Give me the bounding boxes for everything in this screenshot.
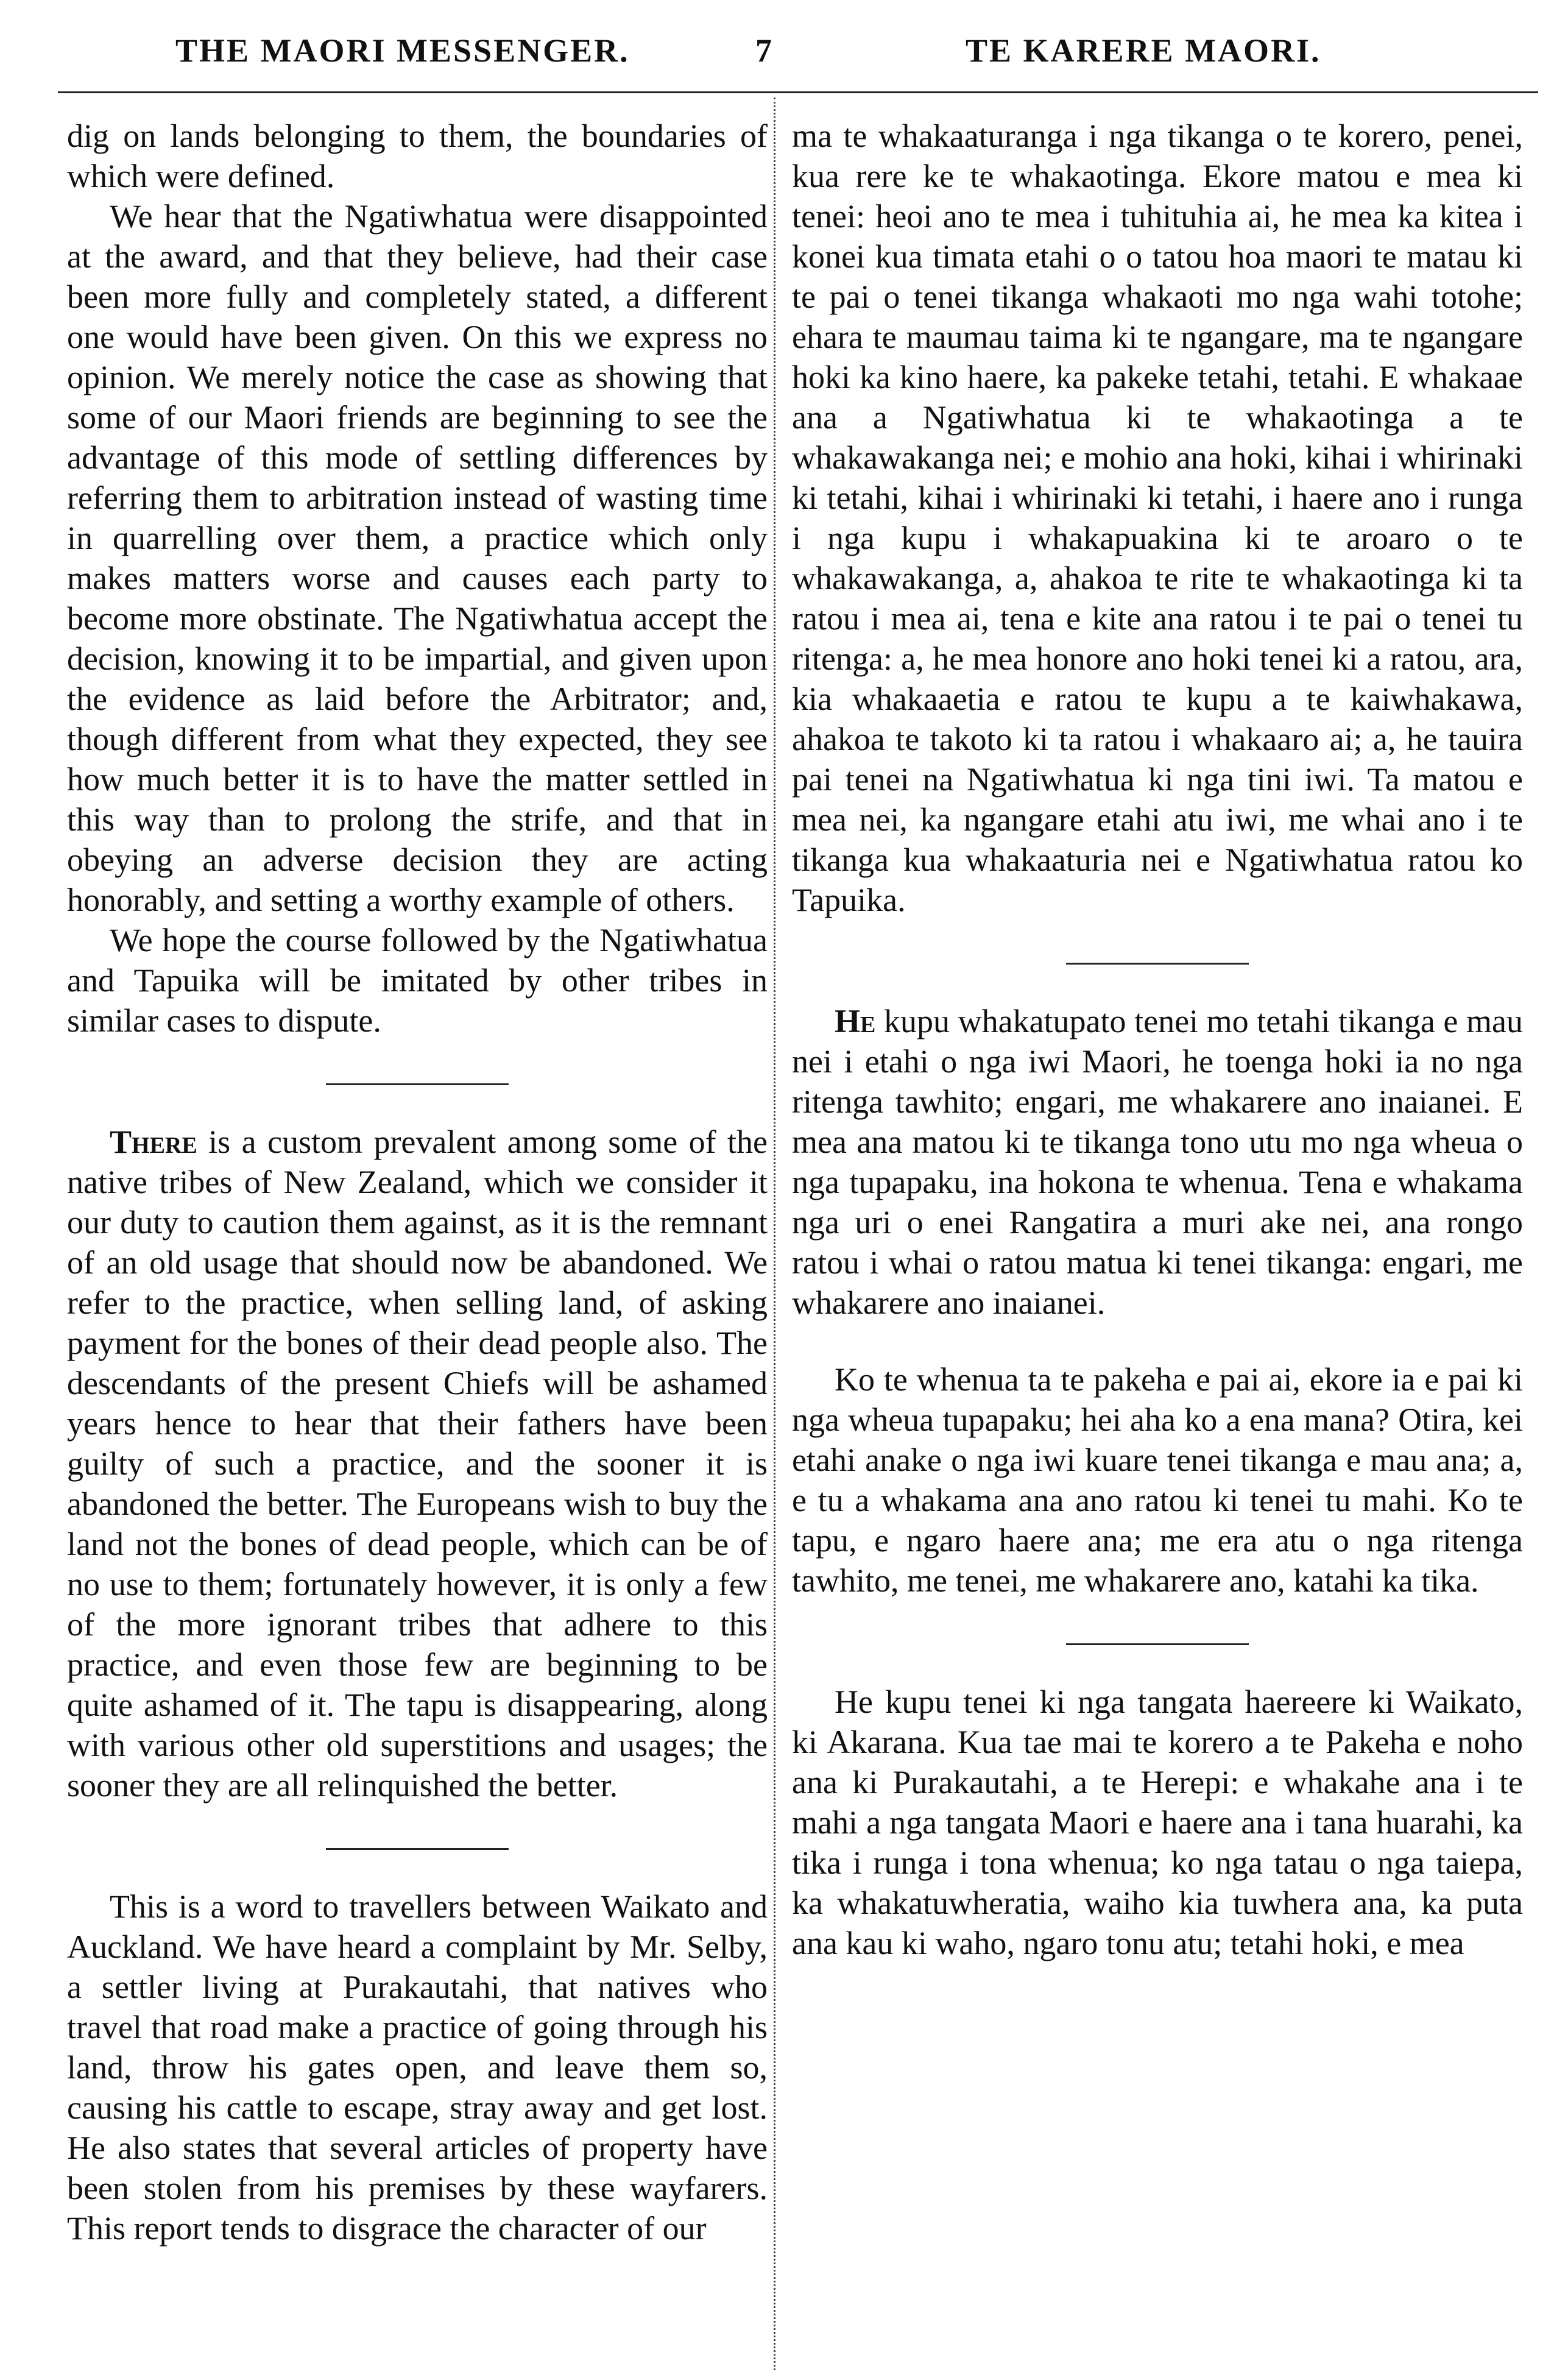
header-title-english: THE MAORI MESSENGER. bbox=[175, 32, 630, 69]
page-number: 7 bbox=[755, 32, 774, 69]
header-title-maori: TE KARERE MAORI. bbox=[966, 32, 1321, 69]
paragraph-maori-whenua: Ko te whenua ta te pakeha e pai ai, ekore ia e pai ki nga wheua tupapaku; hei aha ko a ena mana? Otira, kei etahi anake o nga iwi kuare tenei tikanga e mau ana; a, e tu a whakama ana ano ratou ki tenei tu mahi. Ko te tapu, e ngaro haere ana; me era atu o nga ritenga tawhito, me tenei, me whakarere ano, katahi ka tika. bbox=[792, 1361, 1523, 1599]
article-divider bbox=[326, 1848, 509, 1850]
article-divider bbox=[326, 1083, 509, 1085]
maori-column bbox=[792, 116, 1523, 1963]
page-header bbox=[0, 0, 1554, 91]
header-divider bbox=[58, 91, 1538, 93]
article-divider bbox=[1066, 1643, 1249, 1645]
paragraph-custom-bones bbox=[67, 1122, 768, 1805]
paragraph-maori-continued: ma te whakaaturanga i nga tikanga o te korero, penei, kua rere ke te whakaotinga. Ekore matou e mea ki tenei: heoi ano te mea i tuhituhia ai, he mea ka kitea i konei kua timata etahi o o tatou hoa maori te matau ki te pai o tenei tikanga whakaoti mo nga wahi totohe; ehara te maumau taima ki te ngangare, ma te ngangare hoki ka kino haere, ka pakeke tetahi, tetahi. E whakaae ana a Ngatiwhatua ki te whakaotinga a te whakawakanga nei; e mohio ana hoki, kihai i whirinaki ki tetahi, kihai i whirinaki ki tetahi, i haere ano i runga i nga kupu i whakapuakina ki te aroaro o te whakawakanga, a, ahakoa te rite te whakaotinga ki ta ratou i mea ai, tena e kite ana ratou i te pai o tenei tu ritenga: a, he mea honore ano hoki tenei ki a ratou, ara, kia whakaaetia e ratou te kupu a te kaiwhakawa, ahakoa te takoto ki ta ratou i whakaaro ai; a, he tauira pai tenei na Ngatiwhatua ki nga tini iwi. Ta matou e mea nei, ka ngangare etahi atu iwi, me whai ano i te tikanga kua whakaaturia nei e Ngatiwhatua ratou ko Tapuika. bbox=[792, 118, 1523, 918]
paragraph-maori-travellers: He kupu tenei ki nga tangata haereere ki Waikato, ki Akarana. Kua tae mai te korero a te Pakeha e noho ana ki Purakautahi, a te Herepi: e whakahe ana i te mahi a nga tangata Maori e haere ana i tana huarahi, ka tika i runga i tona whenua; ko nga tatau o nga taiepa, ka whakatuwheratia, waiho kia tuwhera ana, ka puta ana kau ki waho, ngaro tonu atu; tetahi hoki, e mea bbox=[792, 1684, 1523, 1961]
paragraph-hope-course: We hope the course followed by the Ngatiwhatua and Tapuika will be imitated by other tribes in similar cases to dispute. bbox=[67, 922, 768, 1039]
column-divider bbox=[774, 97, 775, 2370]
paragraph-ngatiwhatua-award: We hear that the Ngatiwhatua were disappointed at the award, and that they believe, had their case been more fully and completely stated, a different one would have been given. On this we express no opinion. We merely notice the case as showing that some of our Maori friends are beginning to see the advantage of this mode of settling differences by referring them to arbitration instead of wasting time in quarrelling over them, a practice which only makes matters worse and causes each party to become more obstinate. The Ngatiwhatua accept the decision, knowing it to be impartial, and given upon the evidence as laid before the Arbitrator; and, though different from what they expected, they see how much better it is to have the matter settled in this way than to prolong the strife, and that in obeying an adverse decision they are acting honorably, and setting a worthy example of others. bbox=[67, 198, 768, 918]
english-column bbox=[67, 116, 768, 2248]
paragraph-maori-custom-body: kupu whakatupato tenei mo tetahi tikanga e mau nei i etahi o nga iwi Maori, he toenga hoki ia no nga ritenga tawhito; engari, me whakarere ano inaianei. E mea ana matou ki te tikanga tono utu mo nga wheua o nga tupapaku, ina hokona te whenua. Tena e whakama nga uri o enei Rangatira a muri ake nei, ana rongo ratou i whai o ratou matua ki tenei tikanga: engari, me whakarere ano inaianei. bbox=[792, 1003, 1523, 1321]
paragraph-custom-bones-body: is a custom prevalent among some of the native tribes of New Zealand, which we consider it our duty to caution them against, as it is the remnant of an old usage that should now be abandoned. We refer to the practice, when selling land, of asking payment for the bones of their dead people also. The descendants of the present Chiefs will be ashamed years hence to hear that their fathers have been guilty of such a practice, and the sooner it is abandoned the better. The Europeans wish to buy the land not the bones of dead people, which can be of no use to them; fortunately however, it is only a few of the more ignorant tribes that adhere to this practice, and even those few are beginning to be quite ashamed of it. The tapu is disappearing, along with various other old superstitions and usages; the sooner they are all relinquished the better. bbox=[67, 1124, 768, 1804]
paragraph-travellers: This is a word to travellers between Waikato and Auckland. We have heard a complaint by Mr. Selby, a settler living at Purakautahi, that natives who travel that road make a practice of going through his land, throw his gates open, and leave them so, causing his cattle to escape, stray away and get lost. He also states that several articles of property have been stolen from his premises by these wayfarers. This report tends to disgrace the character of our bbox=[67, 1888, 768, 2247]
drop-lead: He bbox=[835, 1003, 876, 1039]
article-divider bbox=[1066, 963, 1249, 965]
paragraph-continued: dig on lands belonging to them, the boundaries of which were defined. bbox=[67, 118, 768, 194]
drop-lead: There bbox=[110, 1124, 197, 1160]
paragraph-gap bbox=[792, 1323, 1523, 1359]
paragraph-maori-custom bbox=[792, 1001, 1523, 1323]
